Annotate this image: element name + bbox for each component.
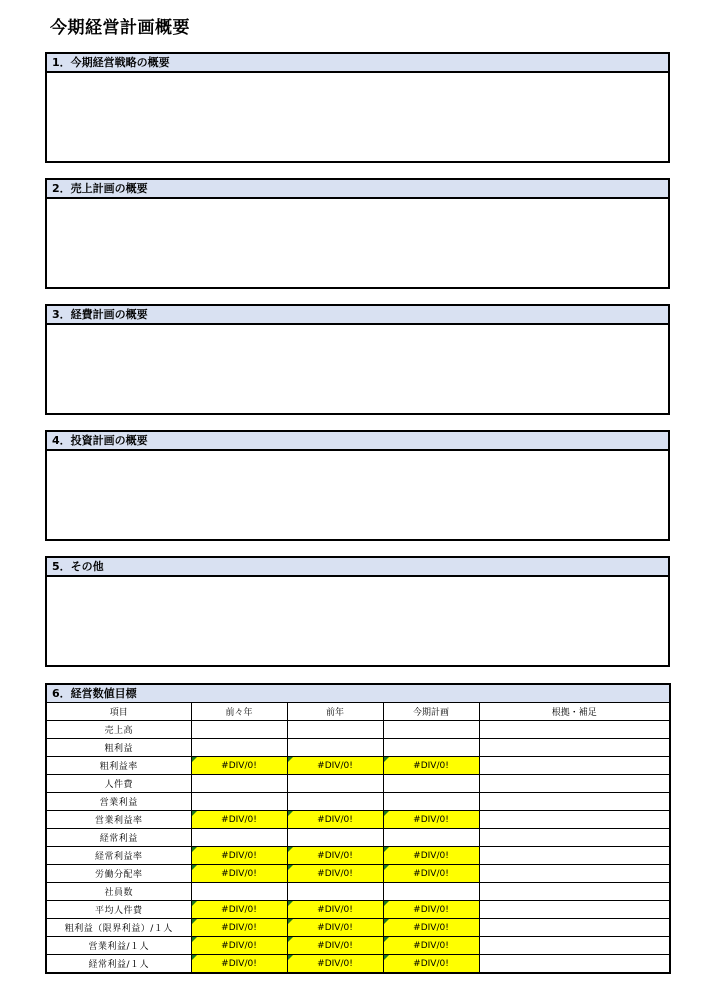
cell-basis-notes[interactable] [479, 919, 669, 937]
section-body-strategy[interactable] [47, 73, 668, 161]
section-header-expense-plan: 3．経費計画の概要 [47, 306, 668, 325]
section-expense-plan [45, 304, 670, 415]
section-investment-plan [45, 430, 670, 541]
cell-current-plan[interactable]: #DIV/0! [383, 847, 479, 865]
cell-previous-year[interactable] [287, 793, 383, 811]
section-body-other[interactable] [47, 577, 668, 665]
section-sales-plan [45, 178, 670, 289]
cell-previous-year[interactable]: #DIV/0! [287, 865, 383, 883]
cell-basis-notes[interactable] [479, 757, 669, 775]
table-row [47, 883, 669, 901]
section-other [45, 556, 670, 667]
row-label: 経常利益/１人 [47, 955, 191, 973]
cell-basis-notes[interactable] [479, 811, 669, 829]
cell-current-plan[interactable]: #DIV/0! [383, 937, 479, 955]
cell-basis-notes[interactable] [479, 829, 669, 847]
cell-current-plan[interactable]: #DIV/0! [383, 919, 479, 937]
section-header-sales-plan: 2．売上計画の概要 [47, 180, 668, 199]
cell-basis-notes[interactable] [479, 883, 669, 901]
column-header-basis-notes: 根拠・補足 [479, 703, 669, 721]
section-body-sales-plan[interactable] [47, 199, 668, 287]
section-metrics [45, 683, 671, 974]
section-body-investment-plan[interactable] [47, 451, 668, 539]
cell-two-years-ago[interactable] [191, 829, 287, 847]
row-label: 営業利益/１人 [47, 937, 191, 955]
column-header-two-years-ago: 前々年 [191, 703, 287, 721]
row-label: 粗利益（限界利益）/１人 [47, 919, 191, 937]
cell-basis-notes[interactable] [479, 955, 669, 973]
table-row [47, 937, 669, 955]
cell-previous-year[interactable] [287, 883, 383, 901]
cell-two-years-ago[interactable]: #DIV/0! [191, 937, 287, 955]
cell-previous-year[interactable] [287, 829, 383, 847]
cell-current-plan[interactable]: #DIV/0! [383, 955, 479, 973]
cell-two-years-ago[interactable]: #DIV/0! [191, 847, 287, 865]
metrics-header-row [47, 703, 669, 721]
cell-two-years-ago[interactable]: #DIV/0! [191, 865, 287, 883]
cell-basis-notes[interactable] [479, 847, 669, 865]
cell-current-plan[interactable] [383, 883, 479, 901]
cell-basis-notes[interactable] [479, 865, 669, 883]
section-header-metrics: 6．経営数値目標 [47, 685, 669, 703]
row-label: 売上高 [47, 721, 191, 739]
column-header-previous-year: 前年 [287, 703, 383, 721]
cell-basis-notes[interactable] [479, 937, 669, 955]
cell-two-years-ago[interactable] [191, 775, 287, 793]
row-label: 営業利益率 [47, 811, 191, 829]
section-strategy [45, 52, 670, 163]
cell-current-plan[interactable] [383, 829, 479, 847]
cell-previous-year[interactable]: #DIV/0! [287, 847, 383, 865]
row-label: 社員数 [47, 883, 191, 901]
cell-two-years-ago[interactable]: #DIV/0! [191, 919, 287, 937]
cell-two-years-ago[interactable]: #DIV/0! [191, 757, 287, 775]
cell-previous-year[interactable]: #DIV/0! [287, 757, 383, 775]
column-header-current-plan: 今期計画 [383, 703, 479, 721]
cell-previous-year[interactable] [287, 721, 383, 739]
table-row [47, 829, 669, 847]
table-row [47, 721, 669, 739]
cell-current-plan[interactable]: #DIV/0! [383, 757, 479, 775]
cell-basis-notes[interactable] [479, 901, 669, 919]
row-label: 粗利益 [47, 739, 191, 757]
cell-two-years-ago[interactable]: #DIV/0! [191, 955, 287, 973]
cell-two-years-ago[interactable] [191, 883, 287, 901]
cell-two-years-ago[interactable] [191, 739, 287, 757]
table-row [47, 919, 669, 937]
table-row [47, 757, 669, 775]
section-header-investment-plan: 4．投資計画の概要 [47, 432, 668, 451]
cell-two-years-ago[interactable]: #DIV/0! [191, 811, 287, 829]
cell-two-years-ago[interactable] [191, 793, 287, 811]
cell-current-plan[interactable] [383, 793, 479, 811]
section-header-strategy: 1．今期経営戦略の概要 [47, 54, 668, 73]
column-header-item: 項目 [47, 703, 191, 721]
cell-current-plan[interactable] [383, 775, 479, 793]
table-row [47, 901, 669, 919]
cell-previous-year[interactable]: #DIV/0! [287, 955, 383, 973]
cell-basis-notes[interactable] [479, 793, 669, 811]
row-label: 営業利益 [47, 793, 191, 811]
page-title: 今期経営計画概要 [50, 18, 190, 38]
cell-current-plan[interactable]: #DIV/0! [383, 865, 479, 883]
section-header-other: 5．その他 [47, 558, 668, 577]
cell-current-plan[interactable] [383, 739, 479, 757]
cell-basis-notes[interactable] [479, 775, 669, 793]
cell-previous-year[interactable] [287, 739, 383, 757]
cell-previous-year[interactable]: #DIV/0! [287, 919, 383, 937]
cell-two-years-ago[interactable]: #DIV/0! [191, 901, 287, 919]
row-label: 経常利益率 [47, 847, 191, 865]
row-label: 経常利益 [47, 829, 191, 847]
cell-previous-year[interactable]: #DIV/0! [287, 811, 383, 829]
cell-current-plan[interactable]: #DIV/0! [383, 811, 479, 829]
cell-basis-notes[interactable] [479, 721, 669, 739]
cell-current-plan[interactable]: #DIV/0! [383, 901, 479, 919]
row-label: 平均人件費 [47, 901, 191, 919]
cell-previous-year[interactable]: #DIV/0! [287, 937, 383, 955]
table-row [47, 775, 669, 793]
table-row [47, 793, 669, 811]
row-label: 人件費 [47, 775, 191, 793]
cell-current-plan[interactable] [383, 721, 479, 739]
row-label: 粗利益率 [47, 757, 191, 775]
cell-previous-year[interactable] [287, 775, 383, 793]
table-row [47, 811, 669, 829]
table-row [47, 739, 669, 757]
row-label: 労働分配率 [47, 865, 191, 883]
table-row [47, 955, 669, 973]
cell-previous-year[interactable]: #DIV/0! [287, 901, 383, 919]
table-row [47, 865, 669, 883]
section-body-expense-plan[interactable] [47, 325, 668, 413]
metrics-table [47, 703, 669, 972]
table-row [47, 847, 669, 865]
cell-basis-notes[interactable] [479, 739, 669, 757]
cell-two-years-ago[interactable] [191, 721, 287, 739]
